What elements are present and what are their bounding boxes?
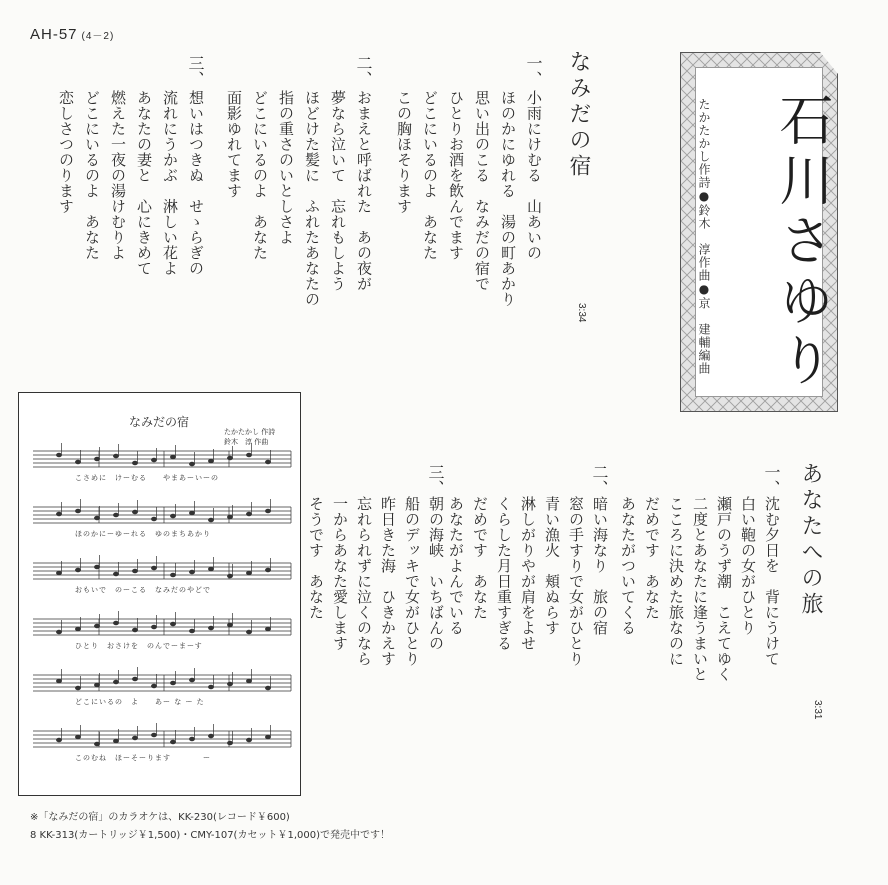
note-head	[208, 734, 213, 738]
note-head	[94, 742, 99, 746]
song2-v1-line: 沈む夕日を 背にうけて	[763, 496, 781, 667]
note-head	[246, 571, 251, 575]
song2-v2-line: 暗い海なり 旅の宿	[591, 496, 609, 636]
song1-v2-line: どこにいるのよ あなた	[251, 90, 269, 261]
song1-v2-line: 面影ゆれてます	[225, 90, 243, 199]
footnote-line2: 8 KK-313(カートリッジ￥1,500)・CMY-107(カセット￥1,000)で発売中です！	[30, 830, 390, 841]
note-head	[151, 684, 156, 688]
note-head	[227, 574, 232, 578]
score-lyric-line: おもいで のーこる なみだのやどで	[75, 586, 211, 594]
note-head	[265, 735, 270, 739]
song2-v2-line: 窓の手すりで女がひとり	[567, 496, 585, 667]
song2-v3-line: 忘れられずに泣くのなら	[355, 496, 373, 667]
song1-v2-line: ほどけた髪に ふれたあなたの	[303, 90, 321, 307]
note-head	[132, 677, 137, 681]
song1-v2-line: おまえと呼ばれた あの夜が	[355, 90, 373, 292]
note-head	[246, 738, 251, 742]
score-lyric-line: どこにいるの よ あー な ー た	[75, 698, 205, 706]
note-head	[75, 460, 80, 464]
note-head	[94, 683, 99, 687]
song1-v3-line: どこにいるのよ あなた	[83, 90, 101, 261]
note-head	[75, 568, 80, 572]
note-head	[151, 517, 156, 521]
score-credit-lyrics: たかたかし 作詩	[224, 428, 276, 436]
note-head	[113, 621, 118, 625]
song2-v1-line: 白い鞄の女がひとり	[739, 496, 757, 636]
artist-name: 石川さゆり	[771, 92, 834, 392]
song1-v1-line: この胸ほそります	[395, 90, 413, 214]
song1-v1-line: どこにいるのよ あなた	[421, 90, 439, 261]
song2-v2-line: 淋しがりやが肩をよせ	[519, 496, 537, 651]
song2-v1-line: こころに決めた旅なのに	[667, 496, 685, 667]
song2-v2-line: だめです あなた	[471, 496, 489, 620]
song2-verse2-num: 二、	[590, 464, 609, 496]
song2-v1-line: あなたがついてくる	[619, 496, 637, 636]
note-head	[189, 511, 194, 515]
song2-v3-line: 一からあなた愛します	[331, 496, 349, 651]
song2-v2-line: くらした月日重すぎる	[495, 496, 513, 651]
note-head	[227, 515, 232, 519]
note-head	[132, 510, 137, 514]
note-head	[75, 627, 80, 631]
note-head	[132, 461, 137, 465]
note-head	[75, 509, 80, 513]
song2-v3-line: 船のデッキで女がひとり	[403, 496, 421, 667]
note-head	[208, 685, 213, 689]
note-head	[151, 625, 156, 629]
score-lyric-line: こさめに けーむる やまあーいーの	[75, 474, 219, 482]
song1-title: なみだの宿	[566, 50, 591, 180]
note-head	[208, 567, 213, 571]
note-head	[170, 622, 175, 626]
note-head	[94, 457, 99, 461]
song2-v1-line: 瀬戸のうず潮 こえてゆく	[715, 496, 733, 682]
note-head	[113, 513, 118, 517]
song1-v2-line: 夢なら泣いて 忘れもしよう	[329, 90, 347, 292]
note-head	[56, 738, 61, 742]
note-head	[151, 566, 156, 570]
song2-duration: 3:31	[812, 700, 823, 720]
note-head	[227, 682, 232, 686]
song2-v3-line: 昨日きた海 ひきかえす	[379, 496, 397, 667]
note-head	[170, 514, 175, 518]
footnote-line1: ※「なみだの宿」のカラオケは、KK-230(レコード￥600)	[30, 812, 290, 823]
catalog-sub: (4－2)	[81, 31, 115, 42]
note-head	[246, 512, 251, 516]
note-head	[246, 630, 251, 634]
song2-v2-line: 青い漁火 頬ぬらす	[543, 496, 561, 636]
note-head	[170, 455, 175, 459]
note-head	[227, 741, 232, 745]
note-head	[56, 679, 61, 683]
note-head	[151, 733, 156, 737]
note-head	[113, 680, 118, 684]
note-head	[189, 462, 194, 466]
note-head	[265, 686, 270, 690]
note-head	[94, 565, 99, 569]
song2-verse1-num: 一、	[762, 464, 781, 496]
note-head	[227, 456, 232, 460]
note-head	[132, 736, 137, 740]
song1-v1-line: 小雨にけむる 山あいの	[525, 90, 543, 261]
score-lyric-line: このむね ほーそーります ー	[75, 754, 211, 762]
note-head	[227, 623, 232, 627]
song1-v3-line: 流れにうかぶ 淋しい花よ	[161, 90, 179, 276]
song1-v1-line: ほのかにゆれる 湯の町あかり	[499, 90, 517, 307]
note-head	[265, 568, 270, 572]
note-head	[56, 630, 61, 634]
song1-v2-line: 指の重さのいとしさよ	[277, 90, 295, 245]
note-head	[170, 573, 175, 577]
song2-v1-line: だめです あなた	[643, 496, 661, 620]
note-head	[113, 454, 118, 458]
catalog-code: AH-57	[30, 26, 78, 43]
song1-v1-line: 思い出のこる なみだの宿で	[473, 90, 491, 292]
note-head	[189, 737, 194, 741]
song2-v1-line: 二度とあなたに逢うまいと	[691, 496, 709, 682]
song1-duration: 3:34	[576, 303, 587, 323]
score-title: なみだの宿	[129, 415, 190, 429]
note-head	[246, 453, 251, 457]
note-head	[56, 571, 61, 575]
note-head	[265, 627, 270, 631]
note-head	[132, 628, 137, 632]
song1-v3-line: 燃えた一夜の湯けむりよ	[109, 90, 127, 261]
note-head	[75, 735, 80, 739]
song1-verse3-num: 三、	[186, 55, 205, 87]
note-head	[56, 453, 61, 457]
note-head	[94, 516, 99, 520]
score-credit-music: 鈴木 淳 作曲	[224, 438, 269, 446]
song1-verse2-num: 二、	[354, 55, 373, 87]
song1-v1-line: ひとりお酒を飲んでます	[447, 90, 465, 261]
song2-title: あなたへの旅	[798, 462, 823, 618]
note-head	[189, 678, 194, 682]
song1-verse1-num: 一、	[524, 55, 543, 87]
note-head	[265, 460, 270, 464]
note-head	[113, 739, 118, 743]
song2-v3-line: 朝の海峡 いちばんの	[427, 496, 445, 651]
song1-v3-line: あなたの妻と 心にきめて	[135, 90, 153, 276]
note-head	[113, 572, 118, 576]
note-head	[208, 459, 213, 463]
note-head	[208, 626, 213, 630]
score-lyric-line: ほのかにーゆーれる ゆのまちあかり	[75, 530, 211, 538]
song2-verse3-num: 三、	[426, 464, 445, 496]
note-head	[75, 686, 80, 690]
note-head	[170, 740, 175, 744]
song2-v2-line: あなたがよんでいる	[447, 496, 465, 636]
sheet-music	[18, 392, 301, 796]
note-head	[208, 518, 213, 522]
note-head	[56, 512, 61, 516]
note-head	[189, 629, 194, 633]
song1-v3-line: 恋しさつのります	[57, 90, 75, 214]
note-head	[151, 458, 156, 462]
note-head	[246, 679, 251, 683]
song2-v3-line: そうです あなた	[307, 496, 325, 620]
note-head	[94, 624, 99, 628]
credits: たかたかし作詩●鈴木 淳作曲●京 建輔編曲	[697, 98, 711, 375]
note-head	[132, 569, 137, 573]
note-head	[265, 509, 270, 513]
score-lyric-line: ひとり おさけを のんでーまーす	[75, 642, 203, 650]
catalog-number	[30, 26, 114, 43]
note-head	[170, 681, 175, 685]
note-head	[189, 570, 194, 574]
song1-v3-line: 想いはつきぬ せゝらぎの	[187, 90, 205, 276]
